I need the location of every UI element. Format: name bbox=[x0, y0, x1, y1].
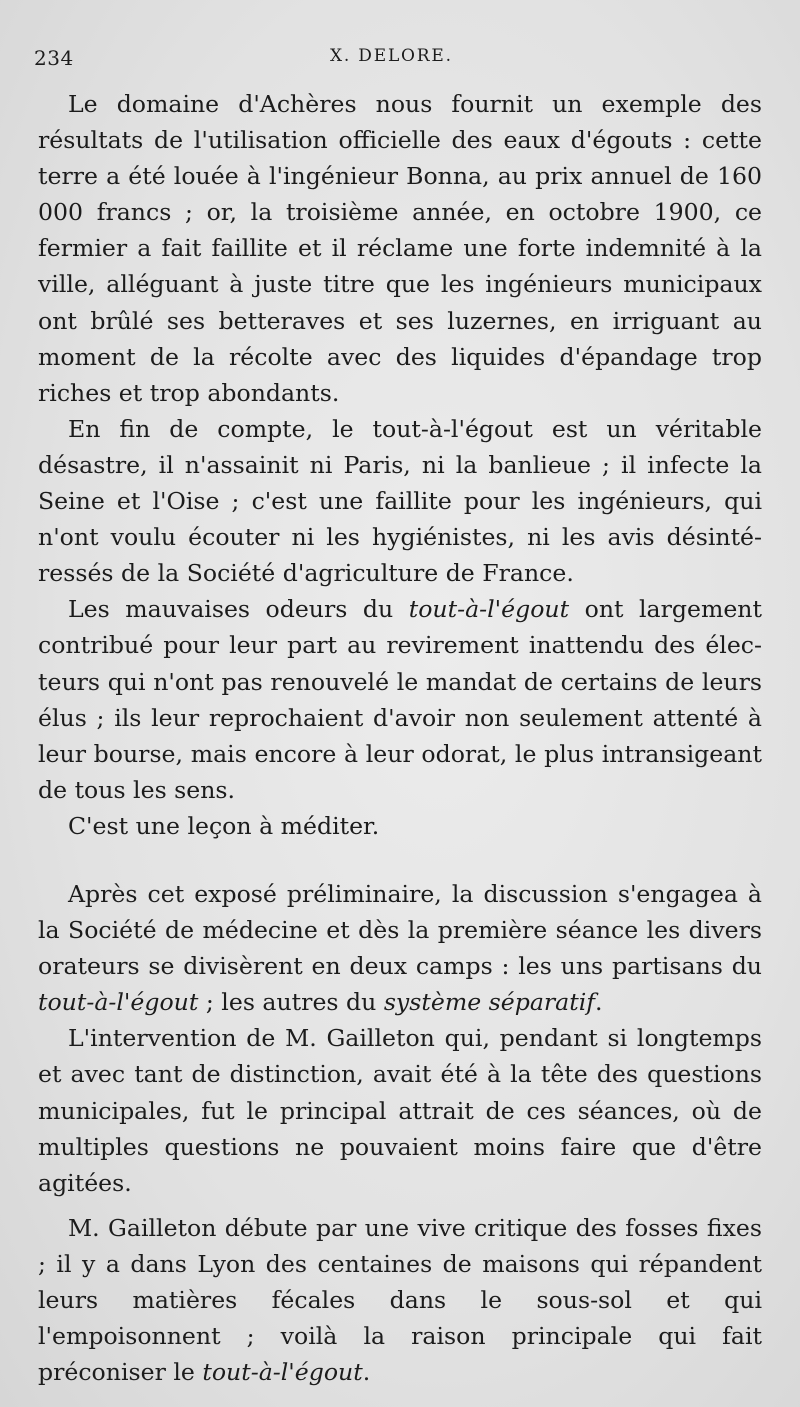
paragraph-5 bbox=[38, 876, 762, 1020]
paragraph-7 bbox=[38, 1210, 762, 1390]
paragraph-3-text-a: Les mauvaises odeurs du bbox=[68, 595, 409, 624]
paragraph-4: C'est une leçon à méditer. bbox=[68, 811, 380, 840]
page-number: 234 bbox=[34, 46, 74, 70]
paragraph-2: En fin de compte, le tout-à-l'égout est un véritable désastre, il n'assainit ni Paris, ni la banlieue ; il infecte la Seine et l'Oise ; c'est une faillite pour les ingénieurs, qui n'ont voulu écouter ni les hygiénistes, ni les avis désintéressés de la Société d'agriculture de France. bbox=[38, 414, 762, 588]
paragraph-3-text-b: ont largement contribué pour leur part au revirement inattendu des électeurs qui n'ont pas renouvelé le mandat de certains de leurs élus ; ils leur reprochaient d'avoir non seulement attenté à leur bourse, mais encore à leur odorat, le plus intransigeant de tous les sens. bbox=[38, 595, 762, 804]
paragraph-1: Le domaine d'Achères nous fournit un exemple des résultats de l'utilisation officielle des eaux d'égouts : cette terre a été louée à l'ingénieur Bonna, au prix annuel de 160 000 francs ; or, la troisième année, en octobre 1900, ce fermier a fait faillite et il réclame une forte indemnité à la ville, alléguant à juste titre que les ingénieurs municipaux ont brûlé ses betteraves et ses luzernes, en irriguant au moment de la récolte avec des liquides d'épandage trop riches et trop abondants. bbox=[38, 90, 762, 407]
running-title: X. DELORE. bbox=[330, 46, 453, 66]
paragraph-5-italic-term-2: système séparatif bbox=[383, 988, 595, 1017]
paragraph-7-italic-term: tout-à-l'égout bbox=[202, 1358, 363, 1387]
running-header bbox=[34, 46, 766, 72]
paragraph-7-text-b: . bbox=[362, 1358, 371, 1387]
paragraph-6: L'intervention de M. Gailleton qui, pendant si longtemps et avec tant de distinction, avait été à la tête des questions municipales, fut le principal attrait de ces séances, où de multiples questions ne pouvaient moins faire que d'être agitées. bbox=[38, 1024, 762, 1197]
paragraph-3-italic-term: tout-à-l'égout bbox=[408, 595, 570, 624]
paragraph-7-text-a: M. Gailleton débute par une vive critique des fosses fixes ; il y a dans Lyon des centaines de maisons qui répandent leurs matières fécales dans le sous-sol et qui l'empoisonnent ; voilà la raison principale qui fait préconiser le bbox=[38, 1213, 762, 1387]
paragraph-5-text-c: . bbox=[595, 988, 603, 1017]
paragraph-5-italic-term-1: tout-à-l'égout bbox=[38, 988, 199, 1017]
paragraph-3 bbox=[38, 591, 762, 808]
paragraph-5-text-b: ; les autres du bbox=[198, 988, 384, 1017]
paragraph-5-text-a: Après cet exposé préliminaire, la discussion s'engagea à la Société de médecine et dès la première séance les divers orateurs se divisèrent en deux camps : les uns partisans du bbox=[38, 879, 762, 981]
body-text bbox=[38, 86, 762, 1390]
